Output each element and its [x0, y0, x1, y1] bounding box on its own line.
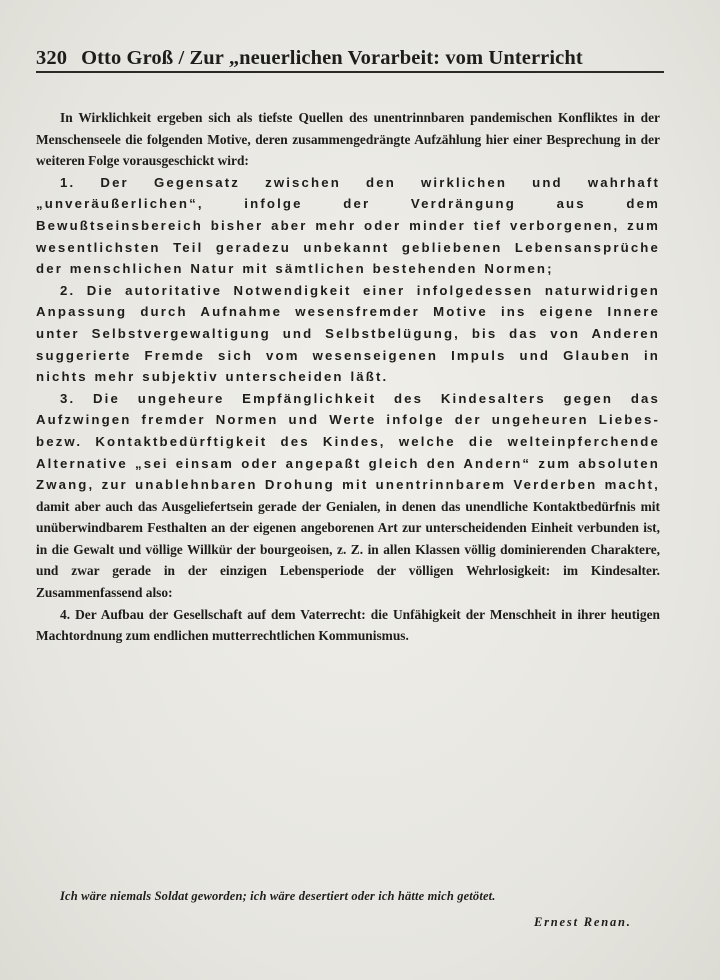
- running-title: Otto Groß / Zur „neuerlichen Vorarbeit: vom Unterricht: [81, 47, 583, 69]
- motive-1-paragraph: 1. Der Gegensatz zwischen den wirklichen und wahrhaft „unveräußerlichen“, infolge der Verdrängung aus dem Bewußtseinsbereich bisher aber mehr oder minder tief verborgenen, zum wesentlichsten Teil geradezu unbekannt gebliebenen Lebensansprüche der menschlichen Natur mit sämtlichen bestehenden Normen;: [36, 174, 660, 277]
- page-number: 320: [36, 47, 68, 69]
- epigraph-quote: Ich wäre niemals Soldat geworden; ich wäre desertiert oder ich hätte mich getötet.: [60, 889, 496, 903]
- epigraph-author: Ernest Renan.: [534, 915, 632, 929]
- motive-2-paragraph: 2. Die autoritative Notwendigkeit einer infolgedessen naturwidrigen Anpassung durch Aufnahme wesensfremder Motive ins eigene Innere unter Selbstvergewaltigung und Selbstbelügung, bis das von Anderen suggerierte Fremde sich vom wesenseigenen Impuls und Glauben in nichts mehr subjektiv unterscheiden läßt.: [36, 282, 660, 385]
- running-header: [36, 44, 664, 72]
- motive-3-paragraph: [36, 388, 660, 604]
- body-text: [36, 107, 660, 647]
- header-rule: [36, 71, 664, 73]
- intro-paragraph: In Wirklichkeit ergeben sich als tiefste Quellen des unentrinnbaren pandemischen Konfliktes in der Menschenseele die folgenden Motive, deren zusammengedrängte Aufzählung hier einer Besprechung in der weiteren Folge vorausgeschickt wird:: [36, 110, 660, 169]
- epigraph: [60, 886, 632, 929]
- motive-4-paragraph: 4. Der Aufbau der Gesellschaft auf dem Vaterrecht: die Unfähigkeit der Menschheit in ihrer heutigen Machtordnung zum endlichen mutterrechtlichen Kommunismus.: [36, 606, 660, 644]
- motive-3-normal-text: damit aber auch das Ausgeliefertsein gerade der Genialen, in denen das unendliche Kontaktbedürfnis mit unüberwindbarem Festhalten an der eigenen angeborenen Art zur unterscheidenden Einheit verbunden ist, in die Gewalt und völlige Willkür der bourgeoisen, z. Z. in allen Klassen völlig dominierenden Charaktere, und zwar gerade in der einzigen Lebensperiode der völligen Wehrlosigkeit: im Kindesalter. Zusammenfassend also:: [36, 498, 660, 601]
- motive-3-spaced-text: 3. Die ungeheure Empfänglichkeit des Kindesalters gegen das Aufzwingen fremder Normen und Werte infolge der ungeheuren Liebes- bezw. Kontaktbedürftigkeit des Kindes, welche die welteinpferchende Alternative „sei einsam oder angepaßt gleich den Andern“ zum absoluten Zwang, zur unablehnbaren Drohung mit unentrinnbarem Verderben macht,: [36, 390, 660, 493]
